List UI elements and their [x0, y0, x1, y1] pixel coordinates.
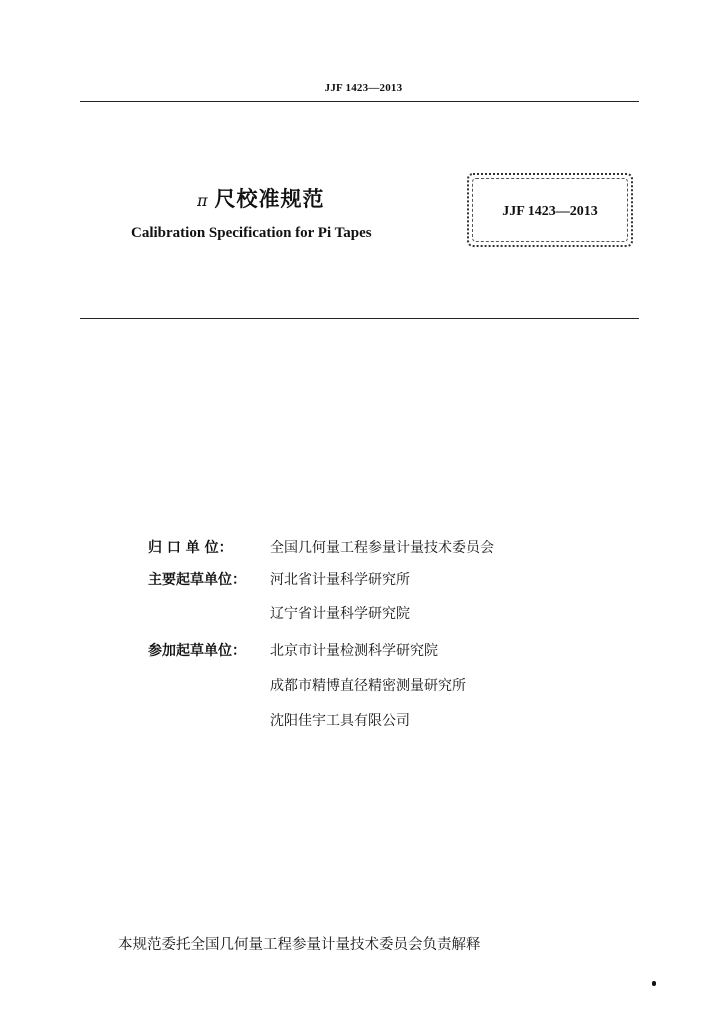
participating-unit: 成都市精博直径精密测量研究所: [270, 678, 466, 694]
participating-unit: 沈阳佳宇工具有限公司: [270, 713, 410, 729]
responsible-unit-row: [148, 537, 494, 559]
main-drafting-label: 主要起草单位：: [148, 572, 246, 588]
title-divider-rule: [80, 318, 639, 319]
participating-label: 参加起草单位：: [148, 643, 246, 659]
responsible-unit-value: 全国几何量工程参量计量技术委员会: [270, 540, 494, 556]
header-standard-code: JJF 1423—2013: [324, 82, 403, 94]
scan-speck: [652, 981, 656, 986]
chinese-title-text: 尺校准规范: [214, 187, 325, 211]
participating-row: [148, 640, 438, 662]
participating-unit: 北京市计量检测科学研究院: [270, 643, 438, 659]
pi-symbol: π: [197, 191, 209, 210]
main-drafting-unit: 河北省计量科学研究所: [270, 572, 410, 588]
footer-statement: 本规范委托全国几何量工程参量计量技术委员会负责解释: [118, 937, 481, 953]
english-title: Calibration Specification for Pi Tapes: [131, 225, 372, 241]
main-drafting-row: [148, 569, 410, 591]
responsible-unit-label: 归 口 单 位：: [148, 540, 233, 556]
standard-code-box: [467, 173, 633, 247]
code-box-text: JJF 1423—2013: [502, 204, 598, 219]
main-drafting-unit: 辽宁省计量科学研究院: [270, 606, 410, 622]
top-rule: [80, 101, 639, 102]
chinese-title: [197, 183, 325, 213]
